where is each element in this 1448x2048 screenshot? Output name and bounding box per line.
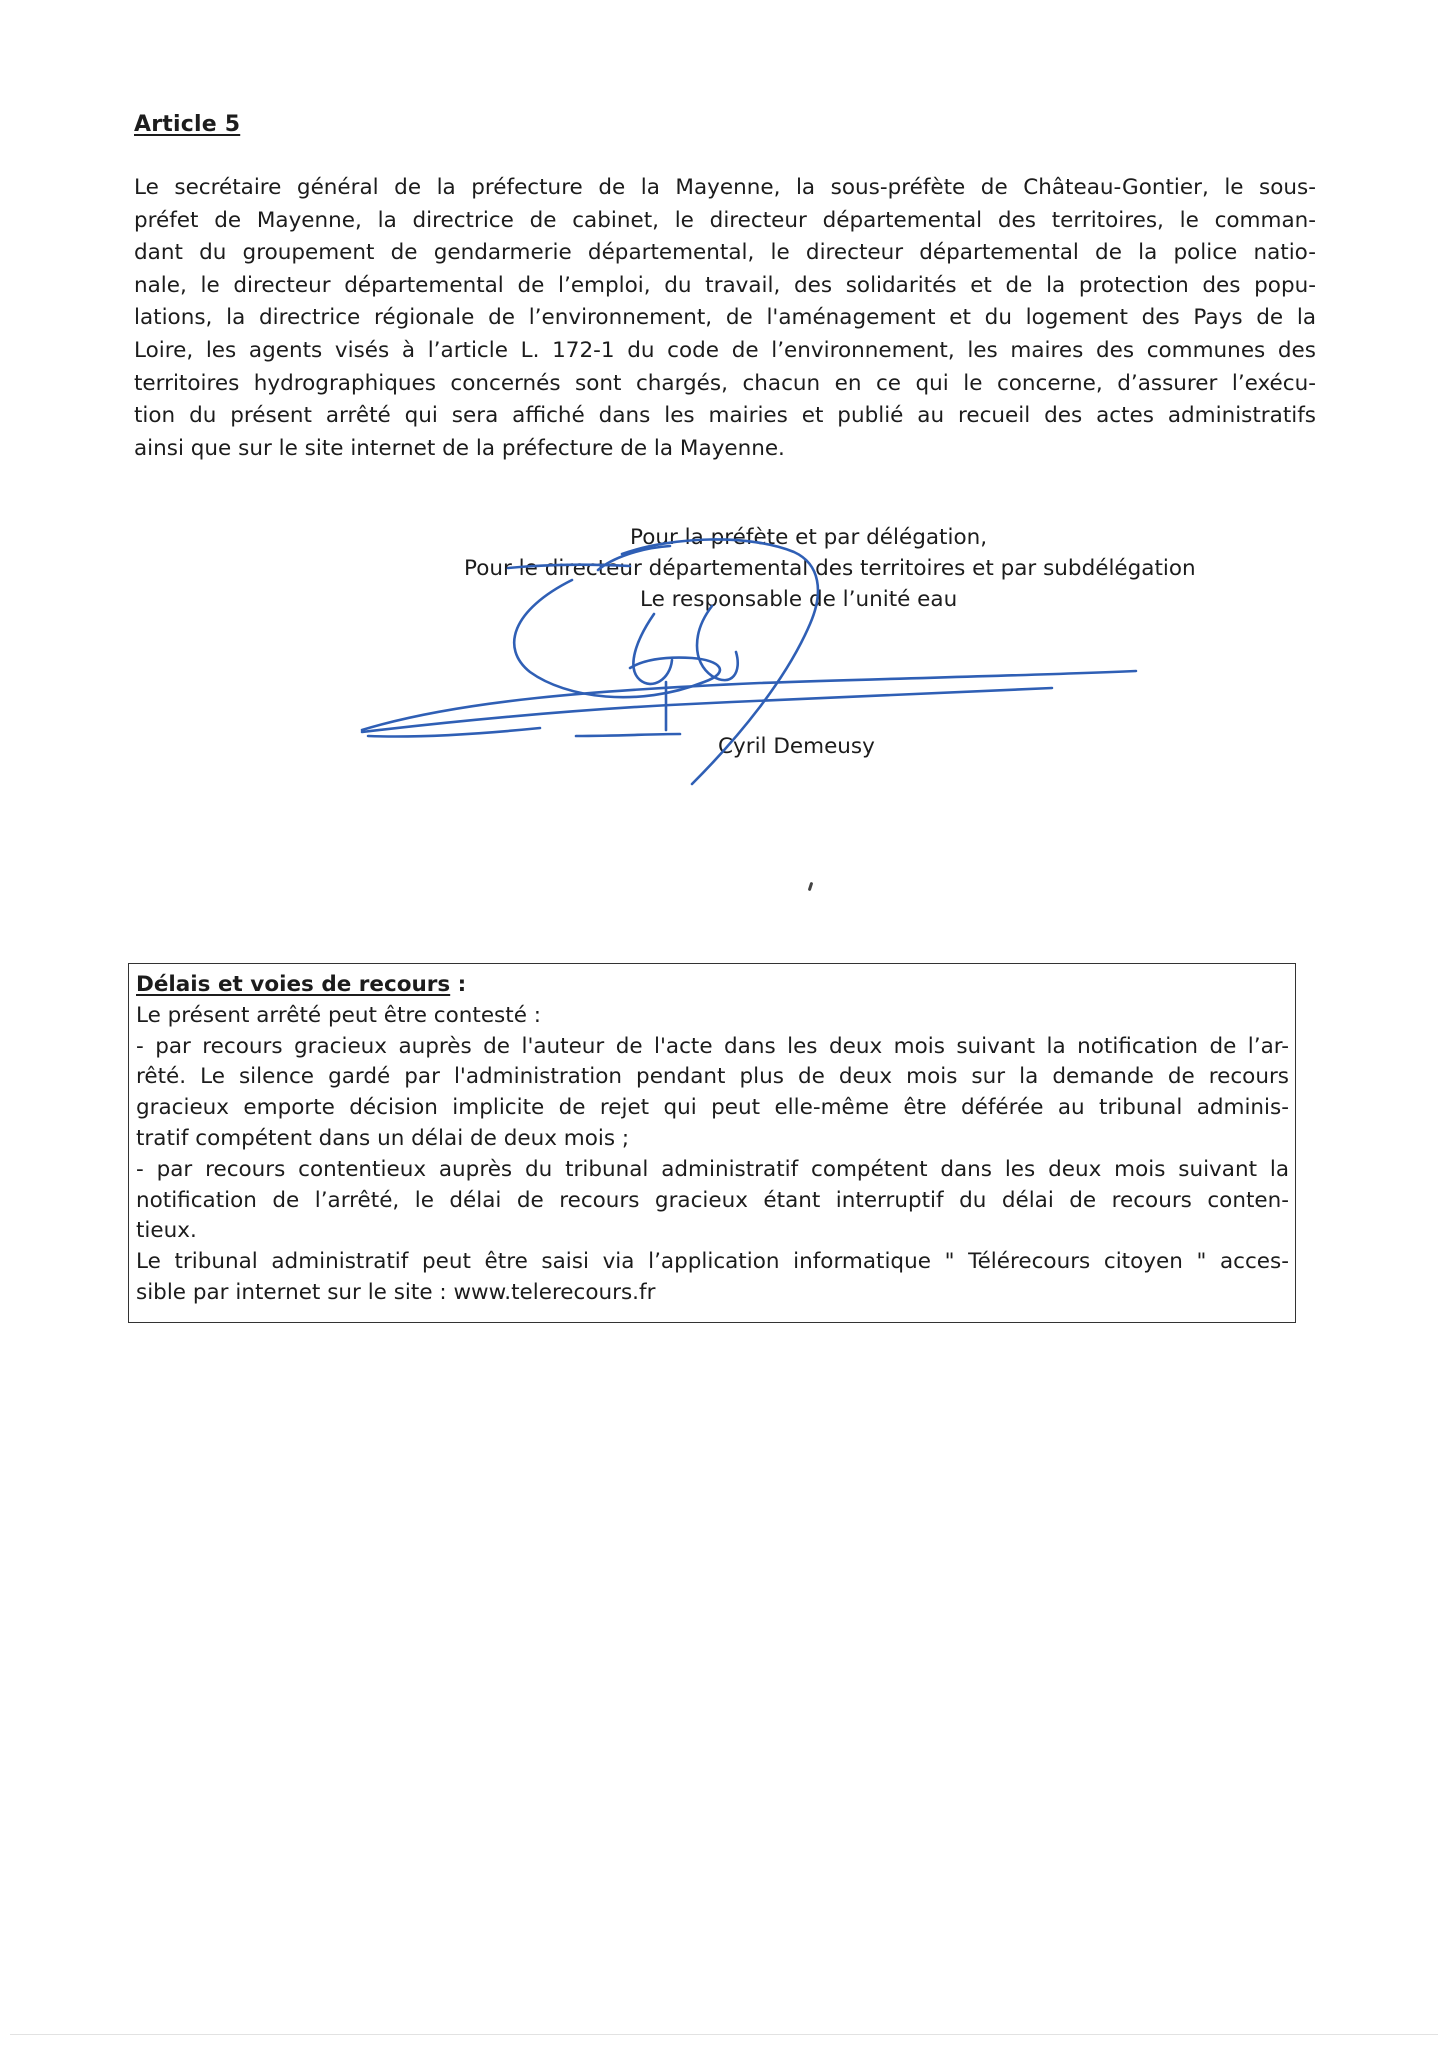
signature-title-line: Le responsable de l’unité eau	[640, 587, 958, 612]
recourse-line: - par recours contentieux auprès du tribunal administratif compétent dans les deux mois suivant la	[136, 1156, 1289, 1182]
article-body	[134, 172, 1316, 465]
page-bottom-rule	[10, 2034, 1438, 2035]
recourse-line: tieux.	[136, 1218, 197, 1244]
recourse-line: gracieux emporte décision implicite de rejet qui peut elle-même être déférée au tribunal adminis-	[136, 1095, 1289, 1121]
recourse-line: rêté. Le silence gardé par l'administration pendant plus de deux mois sur la demande de recours	[136, 1064, 1289, 1090]
handwritten-signature	[340, 540, 1160, 840]
ink-dot	[808, 882, 814, 891]
article-line: dant du groupement de gendarmerie départemental, le directeur départemental de la police natio-	[134, 240, 1316, 266]
article-line: préfet de Mayenne, la directrice de cabinet, le directeur départemental des territoires, le comman-	[134, 207, 1316, 233]
recourse-line: notification de l’arrêté, le délai de recours gracieux étant interruptif du délai de recours conten-	[136, 1187, 1289, 1213]
signature-delegation-line: Pour la préfète et par délégation,	[630, 525, 988, 550]
recourse-line: - par recours gracieux auprès de l'auteur de l'acte dans les deux mois suivant la notification de l’ar-	[136, 1033, 1289, 1059]
recourse-box	[128, 963, 1296, 1323]
article-line: ainsi que sur le site internet de la préfecture de la Mayenne.	[134, 435, 785, 461]
article-line: tion du présent arrêté qui sera affiché dans les mairies et publié au recueil des actes administratifs	[134, 403, 1316, 429]
recourse-title-colon: :	[450, 972, 467, 997]
article-line: nale, le directeur départemental de l’emploi, du travail, des solidarités et de la protection des popu-	[134, 272, 1316, 298]
recourse-heading	[136, 970, 1289, 1001]
article-heading: Article 5	[134, 112, 241, 137]
recourse-title: Délais et voies de recours	[136, 972, 451, 997]
recourse-line: tratif compétent dans un délai de deux mois ;	[136, 1125, 630, 1151]
article-line: Loire, les agents visés à l’article L. 172-1 du code de l’environnement, les maires des communes des	[134, 337, 1316, 363]
signature-subdelegation-line: Pour le directeur départemental des territoires et par subdélégation	[464, 556, 1196, 581]
recourse-line: sible par internet sur le site : www.telerecours.fr	[136, 1279, 656, 1305]
recourse-line: Le tribunal administratif peut être saisi via l’application informatique " Télérecours citoyen " acces-	[136, 1249, 1289, 1275]
article-line: lations, la directrice régionale de l’environnement, de l'aménagement et du logement des Pays de la	[134, 305, 1316, 331]
recourse-line: Le présent arrêté peut être contesté :	[136, 1002, 541, 1028]
article-line: Le secrétaire général de la préfecture de la Mayenne, la sous-préfète de Château-Gontier, le sous-	[134, 175, 1316, 200]
article-line: territoires hydrographiques concernés sont chargés, chacun en ce qui le concerne, d’assurer l’exécu-	[134, 370, 1316, 396]
signatory-name: Cyril Demeusy	[718, 734, 875, 759]
